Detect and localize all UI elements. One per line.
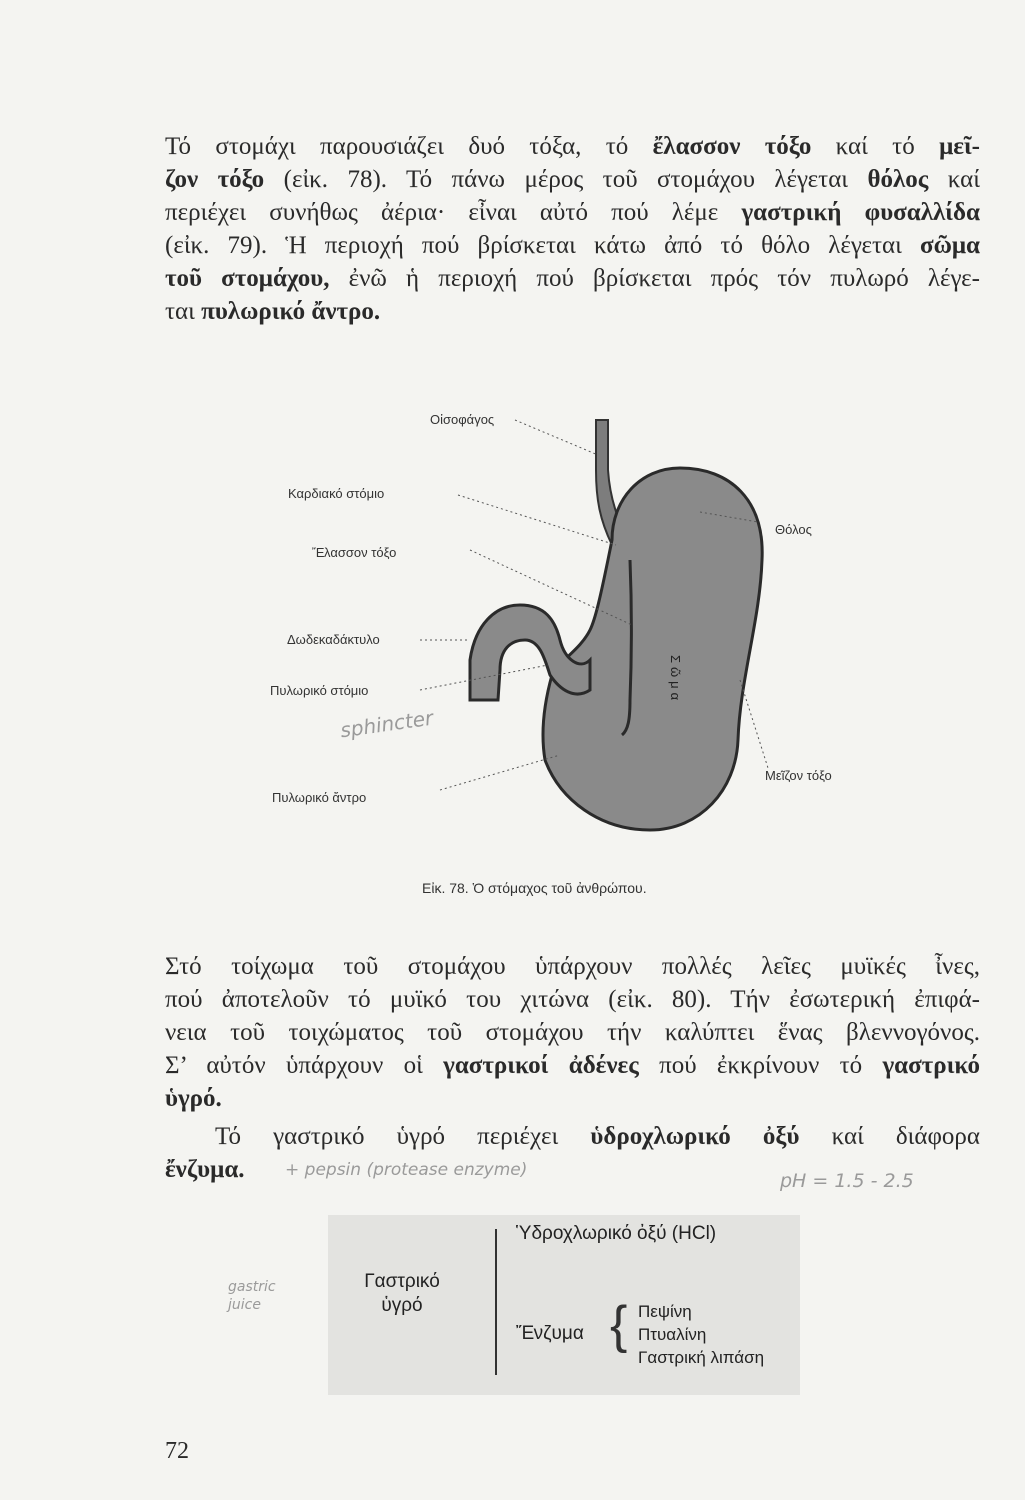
label-lesser-curvature: Ἔλασσον τόξο <box>312 545 397 560</box>
table-enzyme-1: Πεψίνη <box>638 1302 692 1321</box>
para1-line-4: (εἰκ. 79). Ἡ περιοχή πού βρίσκεται κάτω ἀπό τό θόλο λέγεται σῶμα <box>165 232 980 259</box>
table-enzymes-brace: { <box>610 1296 628 1354</box>
table-left-label: Γαστρικό ὑγρό <box>364 1271 440 1316</box>
para2-line-5: ὑγρό. <box>165 1085 222 1112</box>
label-duodenum: Δωδεκαδάκτυλο <box>287 632 380 647</box>
handwritten-gastric-juice: gastric juice <box>228 1279 276 1313</box>
figure-caption: Εἰκ. 78. Ὁ στόμαχος τοῦ ἀνθρώπου. <box>422 880 647 896</box>
label-fundus: Θόλος <box>775 522 812 537</box>
stomach-shape <box>543 468 762 830</box>
label-oesophagus: Οἰσοφάγος <box>430 412 495 427</box>
table-enzyme-2: Πτυαλίνη <box>638 1325 707 1344</box>
label-pyloric-antrum: Πυλωρικό ἄντρο <box>272 790 367 805</box>
para2-line-3: νεια τοῦ τοιχώματος τοῦ στομάχου τήν καλύπτει ἕνας βλεννογόνος. <box>165 1019 980 1046</box>
paragraph-2 <box>165 950 980 1115</box>
para2-line-4: Σ’ αὐτόν ὑπάρχουν οἱ γαστρικοί ἀδένες πού ἐκκρίνουν τό γαστρικό <box>165 1052 980 1079</box>
label-cardiac-orifice: Καρδιακό στόμιο <box>288 486 385 501</box>
table-enzymes-label: Ἔνζυμα <box>516 1323 584 1344</box>
table-divider <box>495 1229 497 1375</box>
para2-line-2: πού ἀποτελοῦν τό μυϊκό του χιτώνα (εἰκ. 80). Τήν ἐσωτερική ἐπιφά- <box>165 986 980 1013</box>
label-body: Σῶμα <box>668 655 683 705</box>
handwritten-pepsin-note: + pepsin (protease enzyme) <box>285 1160 528 1180</box>
para1-line-3: περιέχει συνήθως ἀέρια· εἶναι αὐτό πού λέμε γαστρική φυσαλλίδα <box>165 199 980 226</box>
para2-line-1: Στό τοίχωμα τοῦ στομάχου ὑπάρχουν πολλές λεῖες μυϊκές ἶνες, <box>165 953 980 980</box>
label-pyloric-orifice: Πυλωρικό στόμιο <box>270 683 369 698</box>
para1-line-5: τοῦ στομάχου, ἐνῶ ἡ περιοχή πού βρίσκεται πρός τόν πυλωρό λέγε- <box>165 265 980 292</box>
para3-line-1: Τό γαστρικό ὑγρό περιέχει ὑδροχλωρικό ὀξύ καί διάφορα <box>215 1123 981 1150</box>
handwritten-ph-note: pH = 1.5 - 2.5 <box>780 1170 914 1192</box>
page-number: 72 <box>165 1438 189 1464</box>
para1-line-2: ζον τόξο (εἰκ. 78). Τό πάνω μέρος τοῦ στομάχου λέγεται θόλος καί <box>165 166 981 193</box>
table-hcl: Ὑδροχλωρικό ὀξύ (HCl) <box>516 1223 717 1244</box>
label-greater-curvature: Μεῖζον τόξο <box>765 768 832 783</box>
handwritten-sphincter: sphincter <box>338 705 435 743</box>
para3-line-2: ἔνζυμα. <box>165 1156 245 1183</box>
table-enzyme-3: Γαστρική λιπάση <box>638 1348 765 1367</box>
gastric-juice-table <box>328 1215 800 1395</box>
para1-line-1: Τό στομάχι παρουσιάζει δυό τόξα, τό ἔλασσον τόξο καί τό μεῖ- <box>165 133 980 160</box>
para1-line-6: ται πυλωρικό ἄντρο. <box>165 298 381 325</box>
